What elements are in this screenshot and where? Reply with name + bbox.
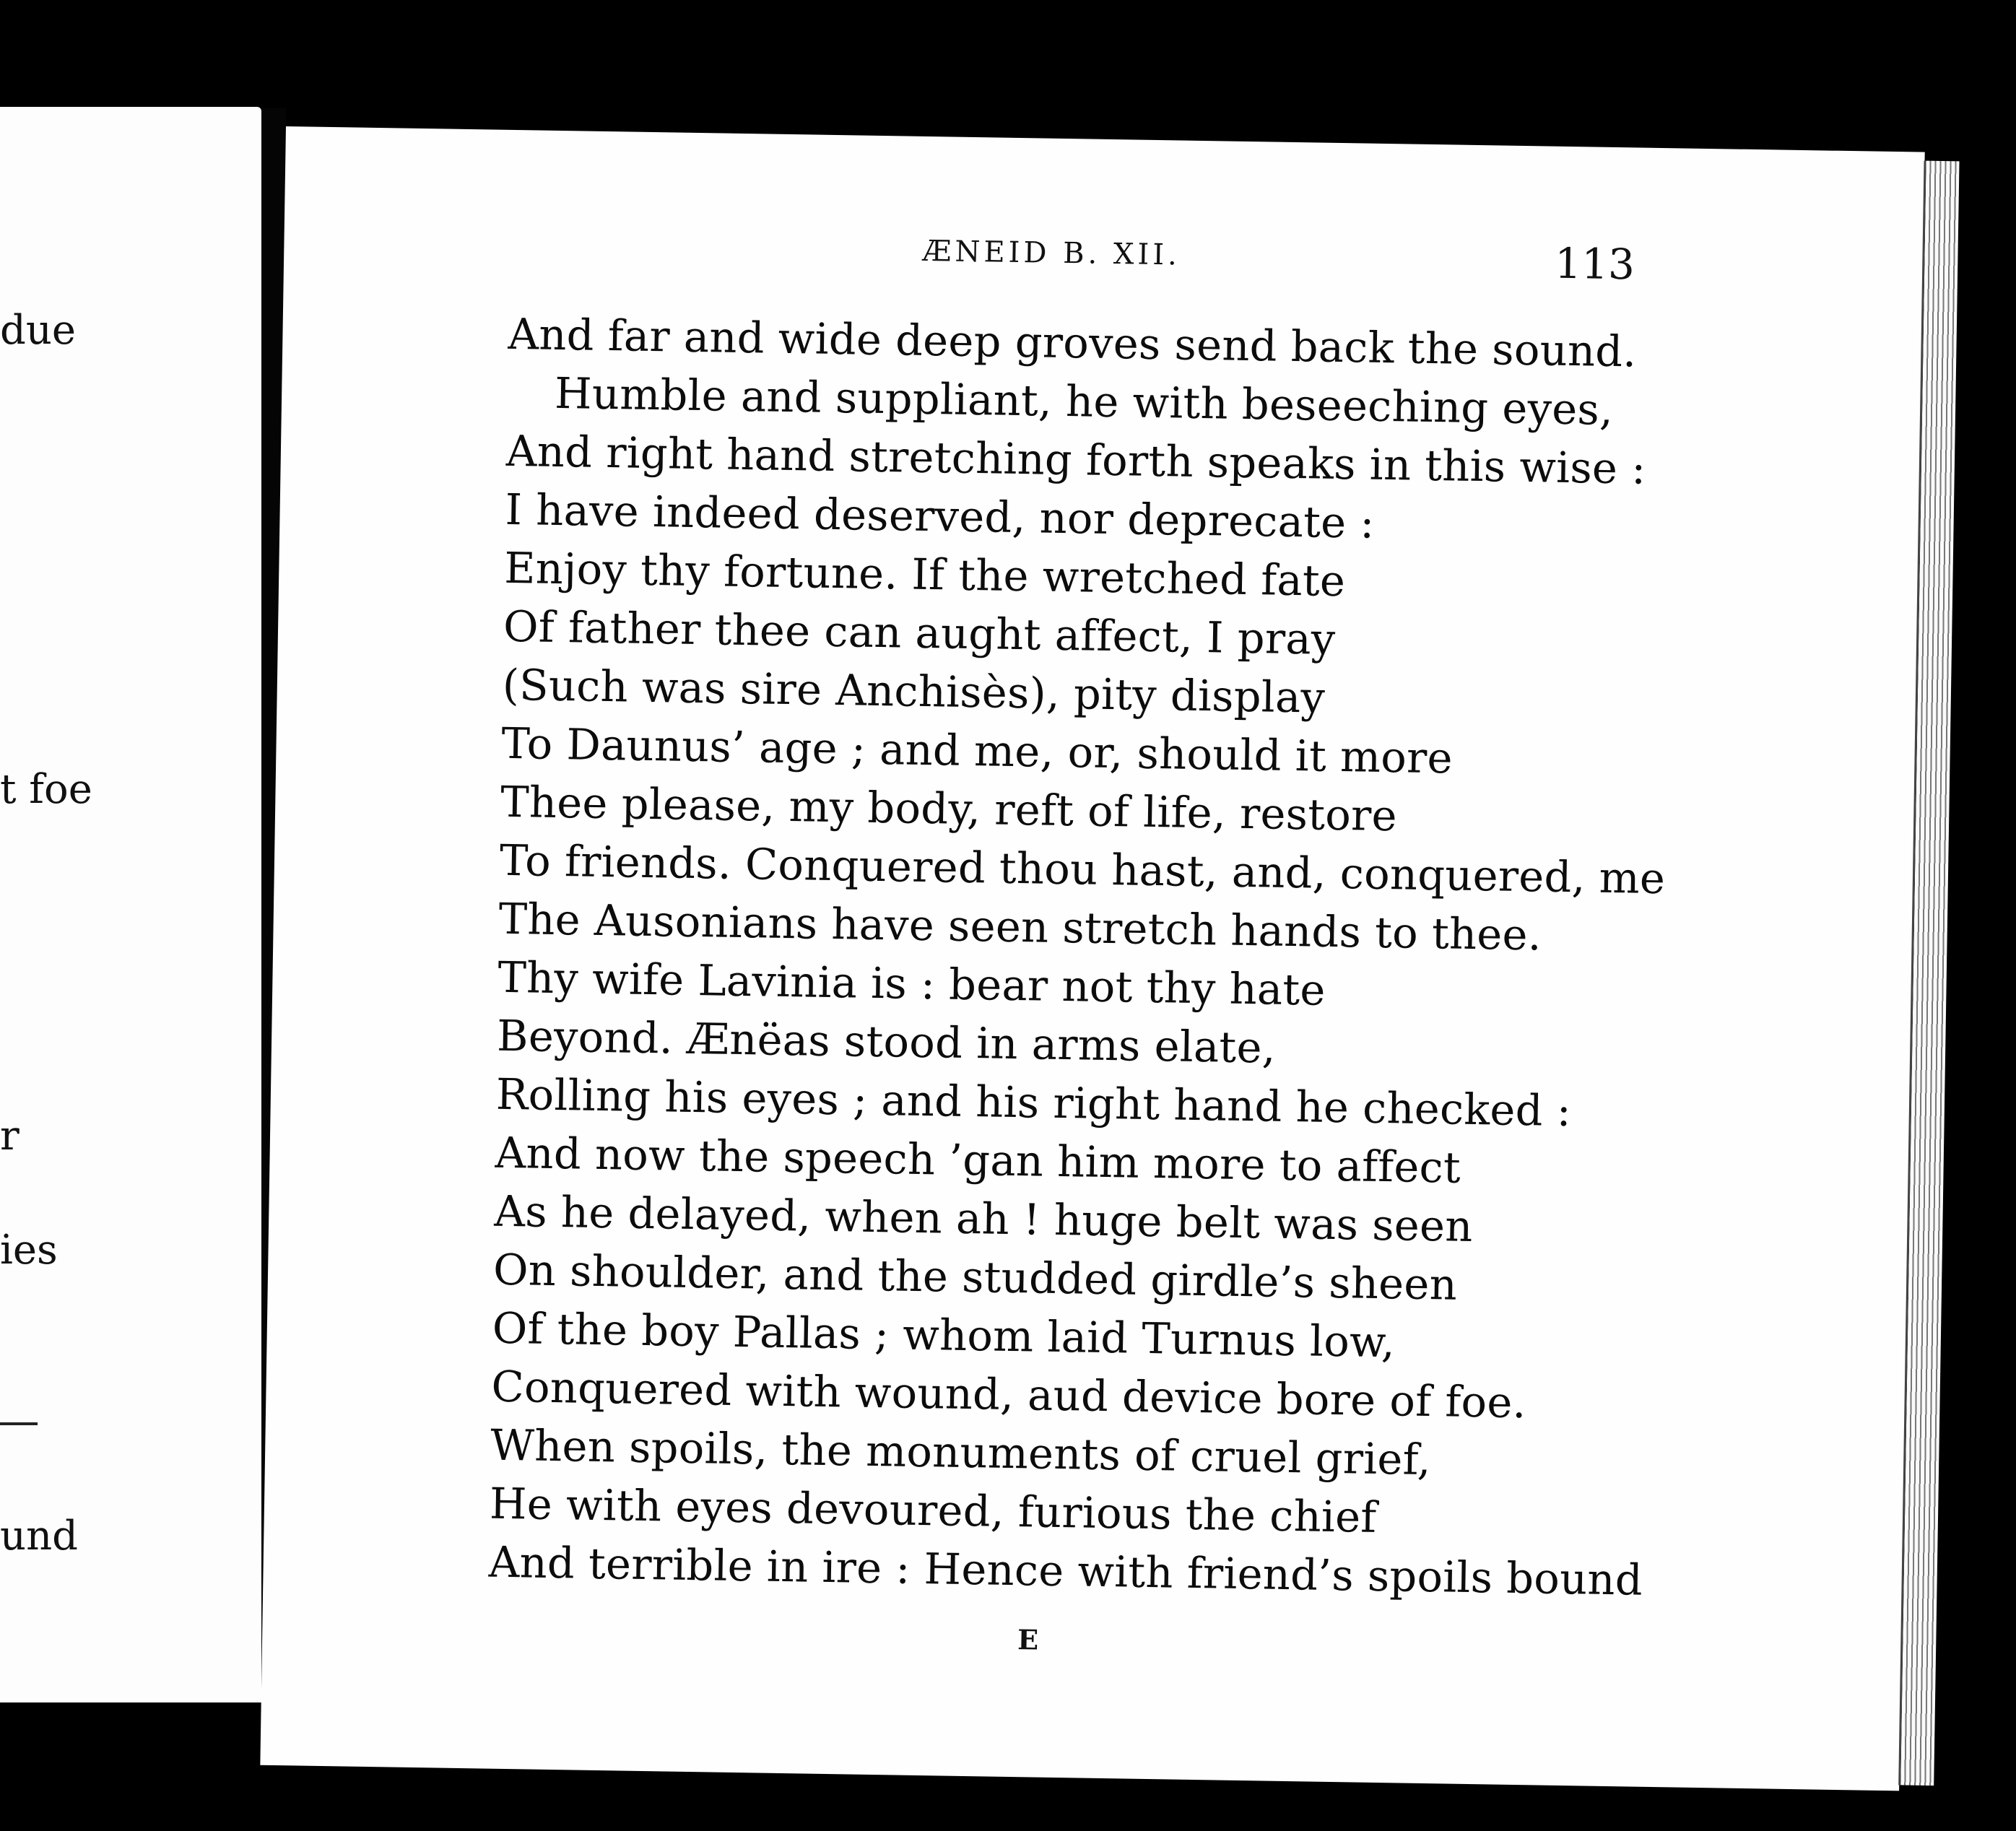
verse-line: Humble and suppliant, he with beseeching eyes, [554,367,1614,435]
left-page-fragment: und [0,1513,78,1560]
verse-line: To friends. Conquered thou hast, and, conquered, me [499,835,1666,904]
left-page-fragment: r [0,1113,19,1160]
verse-line: When spoils, the monuments of cruel grief, [490,1419,1432,1485]
right-page [260,126,1924,1791]
verse-line: He with eyes devoured, furious the chief [489,1478,1378,1542]
left-page-fragment: t foe [0,766,92,813]
verse-line: Thee please, my body, reft of life, restore [500,776,1398,841]
signature-mark: E [1017,1623,1039,1656]
verse-line: Beyond. Ænëas stood in arms elate, [496,1010,1277,1073]
left-page [0,107,261,1702]
verse-line: Enjoy thy fortune. If the wretched fate [503,542,1346,606]
verse-line: And far and wide deep groves send back the sound. [507,308,1637,377]
verse-line: Of the boy Pallas ; whom laid Turnus low, [492,1302,1396,1367]
verse-line: I have indeed deserved, nor deprecate : [505,484,1376,548]
running-head: ÆNEID B. XII. [922,234,1181,272]
left-page-fragment: ies [0,1227,58,1274]
verse-line: (Such was sire Anchisès), pity display [502,659,1326,723]
verse-line: To Daunus’ age ; and me, or, should it more [501,718,1454,783]
page-number: 113 [1554,238,1635,290]
verse-line: Of father thee can aught affect, I pray [503,601,1337,664]
verse-line: As he delayed, when ah ! huge belt was seen [493,1186,1474,1251]
verse-line: Conquered with wound, aud device bore of foe. [491,1361,1527,1428]
verse-line: And now the speech ’gan him more to affect [495,1127,1461,1193]
verse-line: Thy wife Lavinia is : bear not thy hate [497,952,1326,1015]
verse-line: And right hand stretching forth speaks in this wise : [505,425,1646,494]
page-edges [1898,161,1959,1786]
verse-line: Rolling his eyes ; and his right hand he checked : [495,1069,1572,1136]
verse-line: On shoulder, and the studded girdle’s sheen [492,1244,1458,1310]
verse-text [488,305,1808,1612]
left-page-fragment: due [0,307,77,354]
verse-line: The Ausonians have seen stretch hands to thee. [498,893,1542,960]
verse-line: And terrible in ire : Hence with friend’s spoils bound [488,1536,1643,1605]
left-page-rule [0,1422,38,1425]
